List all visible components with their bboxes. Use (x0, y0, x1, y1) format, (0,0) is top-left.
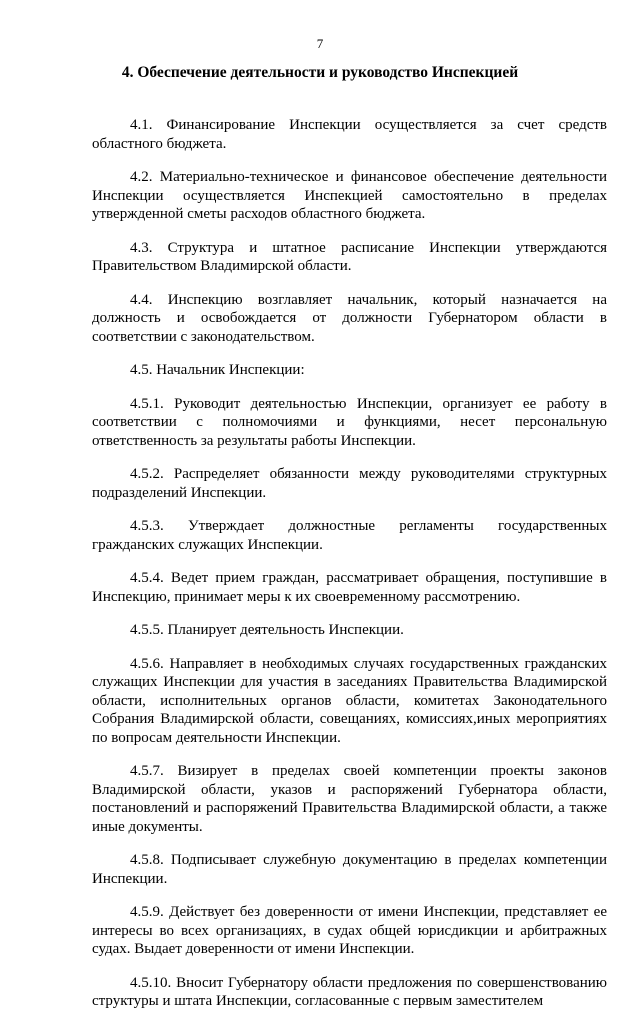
paragraph-4-5-10: 4.5.10. Вносит Губернатору области предложения по совершенствованию структуры и штата Инспекции, согласованные с первым заместителем (92, 974, 607, 1009)
paragraph-4-5-3: 4.5.3. Утверждает должностные регламенты государственных гражданских служащих Инспекции. (92, 518, 607, 553)
paragraph-4-4: 4.4. Инспекцию возглавляет начальник, который назначается на должность и освобождается от должности Губернатором области в соответствии с законодательством. (92, 291, 607, 345)
paragraph-4-1: 4.1. Финансирование Инспекции осуществляется за счет средств областного бюджета. (92, 117, 607, 152)
paragraph-4-5-6: 4.5.6. Направляет в необходимых случаях государственных гражданских служащих Инспекции для участия в заседаниях Правительства Владимирской области, исполнительных органов области, комитетах Законодательного Собрания Владимирской области, совещаниях, комиссиях,иных мероприятиях по вопросам деятельности Инспекции. (92, 655, 607, 746)
paragraph-4-5-7: 4.5.7. Визирует в пределах своей компетенции проекты законов Владимирской области, указов и распоряжений Губернатора области, постановлений и распоряжений Правительства Владимирской области, а также иные документы. (92, 763, 607, 835)
page-number: 7 (316, 36, 324, 51)
section-title: 4. Обеспечение деятельности и руководство Инспекцией (121, 64, 519, 81)
paragraph-4-5-9: 4.5.9. Действует без доверенности от имени Инспекции, представляет ее интересы во всех организациях, в судах общей юрисдикции и арбитражных судах. Выдает доверенности от имени Инспекции. (92, 904, 607, 957)
paragraph-4-5: 4.5. Начальник Инспекции: (130, 362, 305, 378)
paragraph-4-5-5: 4.5.5. Планирует деятельность Инспекции. (130, 622, 404, 638)
document-body (92, 116, 607, 1026)
paragraph-4-3: 4.3. Структура и штатное расписание Инспекции утверждаются Правительством Владимирской области. (92, 239, 607, 274)
paragraph-4-2: 4.2. Материально-техническое и финансовое обеспечение деятельности Инспекции осуществляется Инспекцией самостоятельно в пределах утвержденной сметы расходов областного бюджета. (92, 169, 607, 222)
paragraph-4-5-2: 4.5.2. Распределяет обязанности между руководителями структурных подразделений Инспекции. (92, 466, 607, 501)
paragraph-4-5-8: 4.5.8. Подписывает служебную документацию в пределах компетенции Инспекции. (92, 852, 607, 887)
paragraph-4-5-4: 4.5.4. Ведет прием граждан, рассматривает обращения, поступившие в Инспекцию, принимает меры к их своевременному рассмотрению. (92, 570, 607, 605)
paragraph-4-5-1: 4.5.1. Руководит деятельностью Инспекции, организует ее работу в соответствии с полномочиями и функциями, несет персональную ответственность за результаты работы Инспекции. (92, 395, 607, 449)
